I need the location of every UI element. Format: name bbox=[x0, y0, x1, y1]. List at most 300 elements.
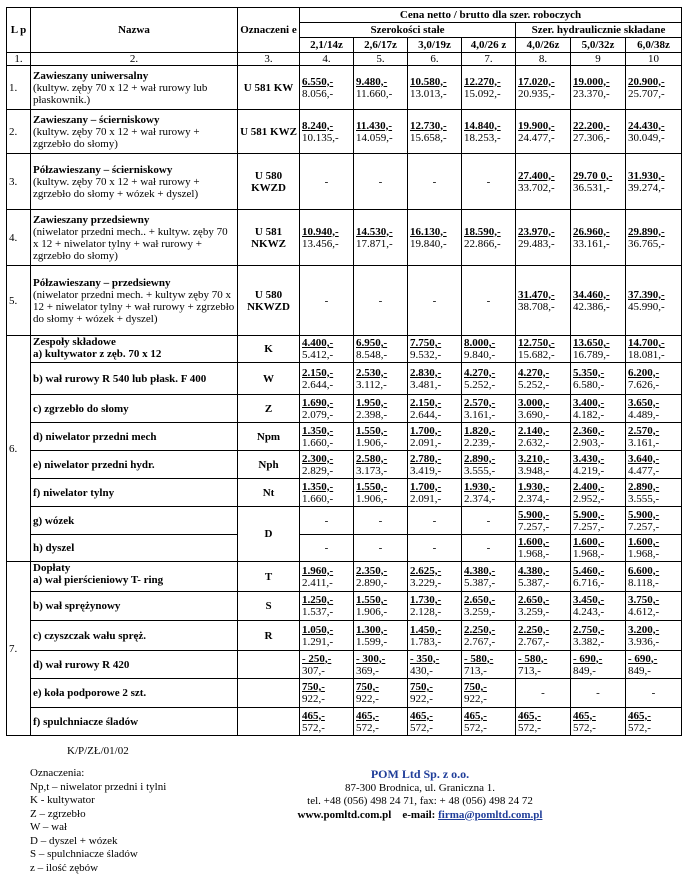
gross-price: 3.555,- bbox=[464, 464, 496, 477]
net-price: 5.900,- bbox=[518, 508, 550, 521]
price-cell bbox=[354, 562, 408, 592]
legend bbox=[30, 745, 167, 875]
legend-item: K - kultywator bbox=[30, 794, 95, 806]
gross-price: 45.990,- bbox=[628, 300, 665, 313]
gross-price: 922,- bbox=[410, 693, 433, 705]
price-cell bbox=[300, 592, 354, 621]
fixed-width-header: Szerokości stałe bbox=[300, 23, 516, 38]
width-header: 5,0/32z bbox=[571, 38, 626, 53]
row-number: 4. bbox=[7, 210, 31, 266]
legend-title: Oznaczenia: bbox=[30, 767, 85, 779]
price-cell bbox=[571, 266, 626, 336]
gross-price: 572,- bbox=[628, 721, 651, 734]
price-cell bbox=[354, 395, 408, 423]
price-cell bbox=[462, 479, 516, 507]
net-price: 1.300,- bbox=[356, 623, 388, 636]
width-header: 6,0/38z bbox=[626, 38, 682, 53]
price-cell bbox=[571, 423, 626, 451]
price-cell bbox=[571, 210, 626, 266]
gross-price: 1.906,- bbox=[356, 436, 388, 449]
net-price: 1.450,- bbox=[410, 623, 442, 636]
price-cell bbox=[462, 651, 516, 679]
net-price: 27.400,- bbox=[518, 169, 555, 182]
net-price: 1.730,- bbox=[410, 594, 442, 606]
product-code: U 580 NKWZD bbox=[238, 266, 300, 336]
price-cell: - bbox=[300, 154, 354, 210]
net-price: - 300,- bbox=[356, 652, 386, 665]
net-price: 31.930,- bbox=[628, 169, 665, 182]
gross-price: 18.253,- bbox=[464, 131, 501, 144]
price-cell bbox=[571, 507, 626, 535]
item-name bbox=[31, 336, 238, 363]
price-cell bbox=[571, 708, 626, 736]
net-price: 2.140,- bbox=[518, 424, 550, 437]
net-price: 1.350,- bbox=[302, 424, 334, 437]
price-cell bbox=[408, 679, 462, 708]
item-code: Nt bbox=[238, 479, 300, 507]
net-price: 2.360,- bbox=[573, 424, 605, 437]
gross-price: 4.243,- bbox=[573, 606, 605, 618]
net-price: 465,- bbox=[518, 709, 541, 722]
table-row bbox=[7, 266, 682, 336]
item-name: f) spulchniacze śladów bbox=[31, 708, 238, 736]
price-cell bbox=[408, 592, 462, 621]
price-cell bbox=[300, 336, 354, 363]
column-number: 3. bbox=[238, 53, 300, 66]
table-row bbox=[7, 479, 682, 507]
gross-price: 10.135,- bbox=[302, 131, 339, 144]
gross-price: 5.387,- bbox=[464, 576, 496, 589]
net-price: 1.250,- bbox=[302, 594, 334, 606]
net-price: 18.590,- bbox=[464, 225, 501, 238]
price-cell bbox=[571, 154, 626, 210]
width-header: 4,0/26 z bbox=[462, 38, 516, 53]
net-price: 6.950,- bbox=[356, 337, 388, 349]
price-cell: - bbox=[516, 679, 571, 708]
gross-price: 2.890,- bbox=[356, 576, 388, 589]
gross-price: 8.056,- bbox=[302, 87, 334, 100]
gross-price: 3.173,- bbox=[356, 464, 388, 477]
item-code: S bbox=[238, 592, 300, 621]
gross-price: 4.182,- bbox=[573, 408, 605, 421]
net-price: 12.750,- bbox=[518, 337, 555, 349]
price-cell bbox=[408, 110, 462, 154]
item-name: c) czyszczak wału spręż. bbox=[31, 621, 238, 651]
product-code: U 581 NKWZ bbox=[238, 210, 300, 266]
gross-price: 2.079,- bbox=[302, 408, 334, 421]
price-cell bbox=[354, 210, 408, 266]
price-cell bbox=[408, 336, 462, 363]
price-cell bbox=[626, 592, 682, 621]
gross-price: 3.229,- bbox=[410, 576, 442, 589]
column-number: 6. bbox=[408, 53, 462, 66]
item-name bbox=[31, 562, 238, 592]
net-price: 4.400,- bbox=[302, 337, 334, 349]
gross-price: 6.580,- bbox=[573, 378, 605, 391]
width-header: 2,6/17z bbox=[354, 38, 408, 53]
price-cell bbox=[300, 562, 354, 592]
price-cell bbox=[300, 708, 354, 736]
price-cell bbox=[626, 621, 682, 651]
gross-price: 3.555,- bbox=[628, 492, 660, 505]
net-price: 4.270,- bbox=[518, 366, 550, 379]
gross-price: 2.644,- bbox=[410, 408, 442, 421]
net-price: 6.200,- bbox=[628, 366, 660, 379]
gross-price: 2.644,- bbox=[302, 378, 334, 391]
item-name: d) wał rurowy R 420 bbox=[31, 651, 238, 679]
column-number: 1. bbox=[7, 53, 31, 66]
net-price: 1.050,- bbox=[302, 623, 334, 636]
item-label: a) wał pierścieniowy T- ring bbox=[33, 574, 164, 586]
product-code: U 581 KW bbox=[238, 66, 300, 110]
gross-price: 3.481,- bbox=[410, 378, 442, 391]
net-price: 17.020,- bbox=[518, 75, 555, 88]
price-cell: - bbox=[462, 535, 516, 562]
product-name bbox=[31, 210, 238, 266]
price-cell bbox=[516, 66, 571, 110]
gross-price: 4.477,- bbox=[628, 464, 660, 477]
price-cell bbox=[626, 66, 682, 110]
net-price: 1.550,- bbox=[356, 594, 388, 606]
net-price: 750,- bbox=[356, 681, 379, 693]
price-cell bbox=[516, 451, 571, 479]
price-cell bbox=[462, 423, 516, 451]
net-price: 465,- bbox=[410, 709, 433, 722]
gross-price: 16.789,- bbox=[573, 349, 610, 361]
gross-price: 1.968,- bbox=[573, 548, 605, 560]
price-cell bbox=[354, 679, 408, 708]
price-cell bbox=[626, 451, 682, 479]
product-title: Zawieszany przedsiewny bbox=[33, 213, 150, 226]
price-cell bbox=[626, 110, 682, 154]
gross-price: 36.531,- bbox=[573, 181, 610, 194]
net-price: - 580,- bbox=[464, 652, 494, 665]
gross-price: 572,- bbox=[464, 721, 487, 734]
price-cell bbox=[516, 154, 571, 210]
price-table bbox=[6, 7, 682, 736]
price-cell bbox=[571, 110, 626, 154]
net-price: 13.650,- bbox=[573, 337, 610, 349]
item-name: h) dyszel bbox=[31, 535, 238, 562]
price-cell: - bbox=[300, 535, 354, 562]
price-cell: - bbox=[300, 507, 354, 535]
table-row bbox=[7, 154, 682, 210]
price-cell bbox=[462, 451, 516, 479]
item-code: W bbox=[238, 363, 300, 395]
price-cell bbox=[462, 110, 516, 154]
gross-price: 572,- bbox=[518, 721, 541, 734]
gross-price: 849,- bbox=[628, 664, 651, 677]
net-price: 4.380,- bbox=[464, 564, 496, 577]
row-number: 3. bbox=[7, 154, 31, 210]
product-description: (kultyw. zęby 70 x 12 + wał rurowy + zgrzebło do słomy) bbox=[33, 125, 200, 150]
item-label: a) kultywator z zęb. 70 x 12 bbox=[33, 348, 162, 360]
price-cell bbox=[462, 395, 516, 423]
gross-price: 8.548,- bbox=[356, 349, 388, 361]
product-title: Zawieszany – ścierniskowy bbox=[33, 113, 160, 126]
item-name: d) niwelator przedni mech bbox=[31, 423, 238, 451]
price-cell: - bbox=[354, 507, 408, 535]
price-cell bbox=[354, 451, 408, 479]
item-code bbox=[238, 651, 300, 679]
table-row bbox=[7, 621, 682, 651]
price-cell bbox=[354, 363, 408, 395]
gross-price: 2.829,- bbox=[302, 464, 334, 477]
price-cell bbox=[462, 562, 516, 592]
price-cell bbox=[626, 708, 682, 736]
gross-price: 8.118,- bbox=[628, 576, 659, 589]
table-row bbox=[7, 336, 682, 363]
gross-price: 572,- bbox=[573, 721, 596, 734]
net-price: 750,- bbox=[410, 681, 433, 693]
price-cell bbox=[354, 651, 408, 679]
item-name: c) zgrzebło do słomy bbox=[31, 395, 238, 423]
gross-price: 42.386,- bbox=[573, 300, 610, 313]
gross-price: 6.716,- bbox=[573, 576, 605, 589]
gross-price: 27.306,- bbox=[573, 131, 610, 144]
net-price: 1.600,- bbox=[573, 536, 605, 548]
net-price: 1.600,- bbox=[518, 536, 550, 548]
price-cell bbox=[462, 363, 516, 395]
column-number: 4. bbox=[300, 53, 354, 66]
price-cell bbox=[516, 423, 571, 451]
gross-price: 9.840,- bbox=[464, 349, 496, 361]
net-price: 1.950,- bbox=[356, 396, 388, 409]
price-cell bbox=[354, 708, 408, 736]
legend-item: W – wał bbox=[30, 821, 68, 833]
column-number: 7. bbox=[462, 53, 516, 66]
gross-price: 5.252,- bbox=[518, 378, 550, 391]
net-price: 6.550,- bbox=[302, 75, 334, 88]
width-header: 2,1/14z bbox=[300, 38, 354, 53]
gross-price: 24.477,- bbox=[518, 131, 555, 144]
net-price: 8.240,- bbox=[302, 119, 334, 132]
gross-price: 3.690,- bbox=[518, 408, 550, 421]
gross-price: 7.257,- bbox=[573, 520, 605, 533]
price-cell bbox=[571, 66, 626, 110]
net-price: 1.690,- bbox=[302, 396, 334, 409]
product-name bbox=[31, 154, 238, 210]
gross-price: 1.906,- bbox=[356, 606, 388, 618]
gross-price: 18.081,- bbox=[628, 349, 665, 361]
gross-price: 2.411,- bbox=[302, 576, 333, 589]
gross-price: 922,- bbox=[356, 693, 379, 705]
net-price: 10.940,- bbox=[302, 225, 339, 238]
net-price: 2.250,- bbox=[518, 623, 550, 636]
price-cell bbox=[516, 507, 571, 535]
price-cell bbox=[300, 651, 354, 679]
gross-price: 5.387,- bbox=[518, 576, 550, 589]
legend-item: S – spulchniacze śladów bbox=[30, 848, 138, 860]
row-number: 1. bbox=[7, 66, 31, 110]
product-description: (niwelator przedni mech. + kultyw zęby 70 x 12 + niwelator tylny + wał rurowy + zgrzebło do słomy + wózek + dyszel) bbox=[33, 288, 235, 325]
gross-price: 7.257,- bbox=[628, 520, 660, 533]
gross-price: 713,- bbox=[518, 664, 541, 677]
gross-price: 3.948,- bbox=[518, 464, 550, 477]
net-price: 1.930,- bbox=[518, 480, 550, 493]
net-price: 5.900,- bbox=[628, 508, 660, 521]
net-price: 2.890,- bbox=[464, 452, 496, 465]
gross-price: 2.632,- bbox=[518, 436, 550, 449]
gross-price: 1.968,- bbox=[518, 548, 550, 560]
net-price: - 580,- bbox=[518, 652, 548, 665]
gross-price: 23.370,- bbox=[573, 87, 610, 100]
table-row bbox=[7, 592, 682, 621]
table-row bbox=[7, 679, 682, 708]
price-cell bbox=[300, 451, 354, 479]
price-cell bbox=[408, 562, 462, 592]
net-price: - 690,- bbox=[628, 652, 658, 665]
net-price: 12.730,- bbox=[410, 119, 447, 132]
gross-price: 15.092,- bbox=[464, 87, 501, 100]
net-price: 465,- bbox=[356, 709, 379, 722]
price-cell bbox=[354, 423, 408, 451]
net-price: 14.840,- bbox=[464, 119, 501, 132]
gross-price: 2.767,- bbox=[464, 635, 496, 648]
net-price: 465,- bbox=[464, 709, 487, 722]
net-price: 8.000,- bbox=[464, 337, 496, 349]
legend-item: D – dyszel + wózek bbox=[30, 834, 118, 847]
price-cell bbox=[516, 363, 571, 395]
gross-price: 22.866,- bbox=[464, 237, 501, 250]
gross-price: 2.239,- bbox=[464, 436, 496, 449]
price-cell bbox=[300, 363, 354, 395]
net-price: 465,- bbox=[628, 709, 651, 722]
gross-price: 572,- bbox=[410, 721, 433, 734]
table-row bbox=[7, 562, 682, 592]
net-price: 2.150,- bbox=[302, 366, 334, 379]
table-row bbox=[7, 423, 682, 451]
price-cell bbox=[571, 451, 626, 479]
item-code: D bbox=[238, 507, 300, 562]
column-number: 10 bbox=[626, 53, 682, 66]
gross-price: 2.374,- bbox=[518, 492, 550, 505]
product-title: Półzawieszany – przedsiewny bbox=[33, 276, 171, 289]
gross-price: 25.707,- bbox=[628, 87, 665, 100]
price-cell: - bbox=[626, 679, 682, 708]
price-cell bbox=[408, 363, 462, 395]
gross-price: 1.783,- bbox=[410, 635, 442, 648]
gross-price: 572,- bbox=[356, 721, 379, 734]
item-code: K bbox=[238, 336, 300, 363]
table-row bbox=[7, 66, 682, 110]
product-description: (niwelator przedni mech.. + kultyw. zęby 70 x 12 + niwelator tylny + wał rurowy + zgrzebło do słomy) bbox=[33, 225, 228, 262]
net-price: 2.530,- bbox=[356, 366, 388, 379]
item-name: b) wał sprężynowy bbox=[31, 592, 238, 621]
net-price: 14.530,- bbox=[356, 225, 393, 238]
item-name: g) wózek bbox=[31, 507, 238, 535]
gross-price: 4.489,- bbox=[628, 408, 660, 421]
price-cell bbox=[408, 66, 462, 110]
price-cell bbox=[408, 621, 462, 651]
net-price: 29.70 0,- bbox=[573, 169, 613, 182]
gross-price: 922,- bbox=[302, 693, 325, 705]
net-price: 2.580,- bbox=[356, 452, 388, 465]
gross-price: 5.412,- bbox=[302, 349, 334, 361]
table-row bbox=[7, 395, 682, 423]
product-code: U 580 KWZD bbox=[238, 154, 300, 210]
net-price: 12.270,- bbox=[464, 75, 501, 88]
gross-price: 5.252,- bbox=[464, 378, 496, 391]
gross-price: 1.660,- bbox=[302, 436, 334, 449]
net-price: 1.820,- bbox=[464, 424, 496, 437]
price-cell bbox=[626, 363, 682, 395]
gross-price: 39.274,- bbox=[628, 181, 665, 194]
product-description: (kultyw. zęby 70 x 12 + wał rurowy + zgrzebło do słomy + wózek + dyszel) bbox=[33, 175, 200, 200]
price-cell bbox=[626, 562, 682, 592]
price-header: Cena netto / brutto dla szer. roboczych bbox=[300, 8, 682, 23]
price-cell: - bbox=[571, 679, 626, 708]
net-price: 2.830,- bbox=[410, 366, 442, 379]
product-name bbox=[31, 66, 238, 110]
net-price: 3.450,- bbox=[573, 594, 605, 606]
price-cell bbox=[571, 535, 626, 562]
price-cell: - bbox=[462, 507, 516, 535]
net-price: 14.700,- bbox=[628, 337, 665, 349]
column-number: 5. bbox=[354, 53, 408, 66]
net-price: 2.400,- bbox=[573, 480, 605, 493]
price-cell bbox=[516, 621, 571, 651]
price-cell bbox=[300, 66, 354, 110]
price-cell bbox=[626, 507, 682, 535]
gross-price: 3.259,- bbox=[464, 606, 496, 618]
item-code: T bbox=[238, 562, 300, 592]
gross-price: 3.419,- bbox=[410, 464, 442, 477]
item-name: e) koła podporowe 2 szt. bbox=[31, 679, 238, 708]
net-price: 2.300,- bbox=[302, 452, 334, 465]
gross-price: 3.382,- bbox=[573, 635, 605, 648]
net-price: 750,- bbox=[302, 681, 325, 693]
item-code: Z bbox=[238, 395, 300, 423]
gross-price: 2.374,- bbox=[464, 492, 496, 505]
gross-price: 3.161,- bbox=[464, 408, 496, 421]
gross-price: 1.906,- bbox=[356, 492, 388, 505]
net-price: 2.150,- bbox=[410, 396, 442, 409]
price-cell bbox=[354, 336, 408, 363]
company-email-link[interactable]: firma@pomltd.com.pl bbox=[438, 808, 543, 821]
price-cell bbox=[462, 592, 516, 621]
item-code: Npm bbox=[238, 423, 300, 451]
gross-price: 3.112,- bbox=[356, 378, 387, 391]
price-cell bbox=[626, 395, 682, 423]
price-cell: - bbox=[300, 266, 354, 336]
price-cell bbox=[516, 592, 571, 621]
product-code: U 581 KWZ bbox=[238, 110, 300, 154]
legend-item: z – ilość zębów bbox=[30, 861, 99, 874]
net-price: 465,- bbox=[302, 709, 325, 722]
price-cell bbox=[516, 395, 571, 423]
net-price: - 690,- bbox=[573, 652, 603, 665]
net-price: 20.900,- bbox=[628, 75, 665, 88]
net-price: - 250,- bbox=[302, 652, 332, 665]
product-name bbox=[31, 266, 238, 336]
gross-price: 572,- bbox=[302, 721, 325, 734]
gross-price: 307,- bbox=[302, 664, 325, 677]
price-cell bbox=[626, 479, 682, 507]
price-cell bbox=[462, 66, 516, 110]
net-price: 3.650,- bbox=[628, 396, 660, 409]
company-website[interactable]: www.pomltd.com.pl bbox=[297, 808, 392, 821]
price-cell: - bbox=[354, 154, 408, 210]
price-cell bbox=[626, 336, 682, 363]
gross-price: 1.291,- bbox=[302, 635, 334, 648]
column-number: 9 bbox=[571, 53, 626, 66]
net-price: 9.480,- bbox=[356, 75, 388, 88]
net-price: 5.350,- bbox=[573, 366, 605, 379]
price-cell bbox=[300, 110, 354, 154]
gross-price: 2.128,- bbox=[410, 606, 442, 618]
net-price: 1.960,- bbox=[302, 564, 334, 577]
